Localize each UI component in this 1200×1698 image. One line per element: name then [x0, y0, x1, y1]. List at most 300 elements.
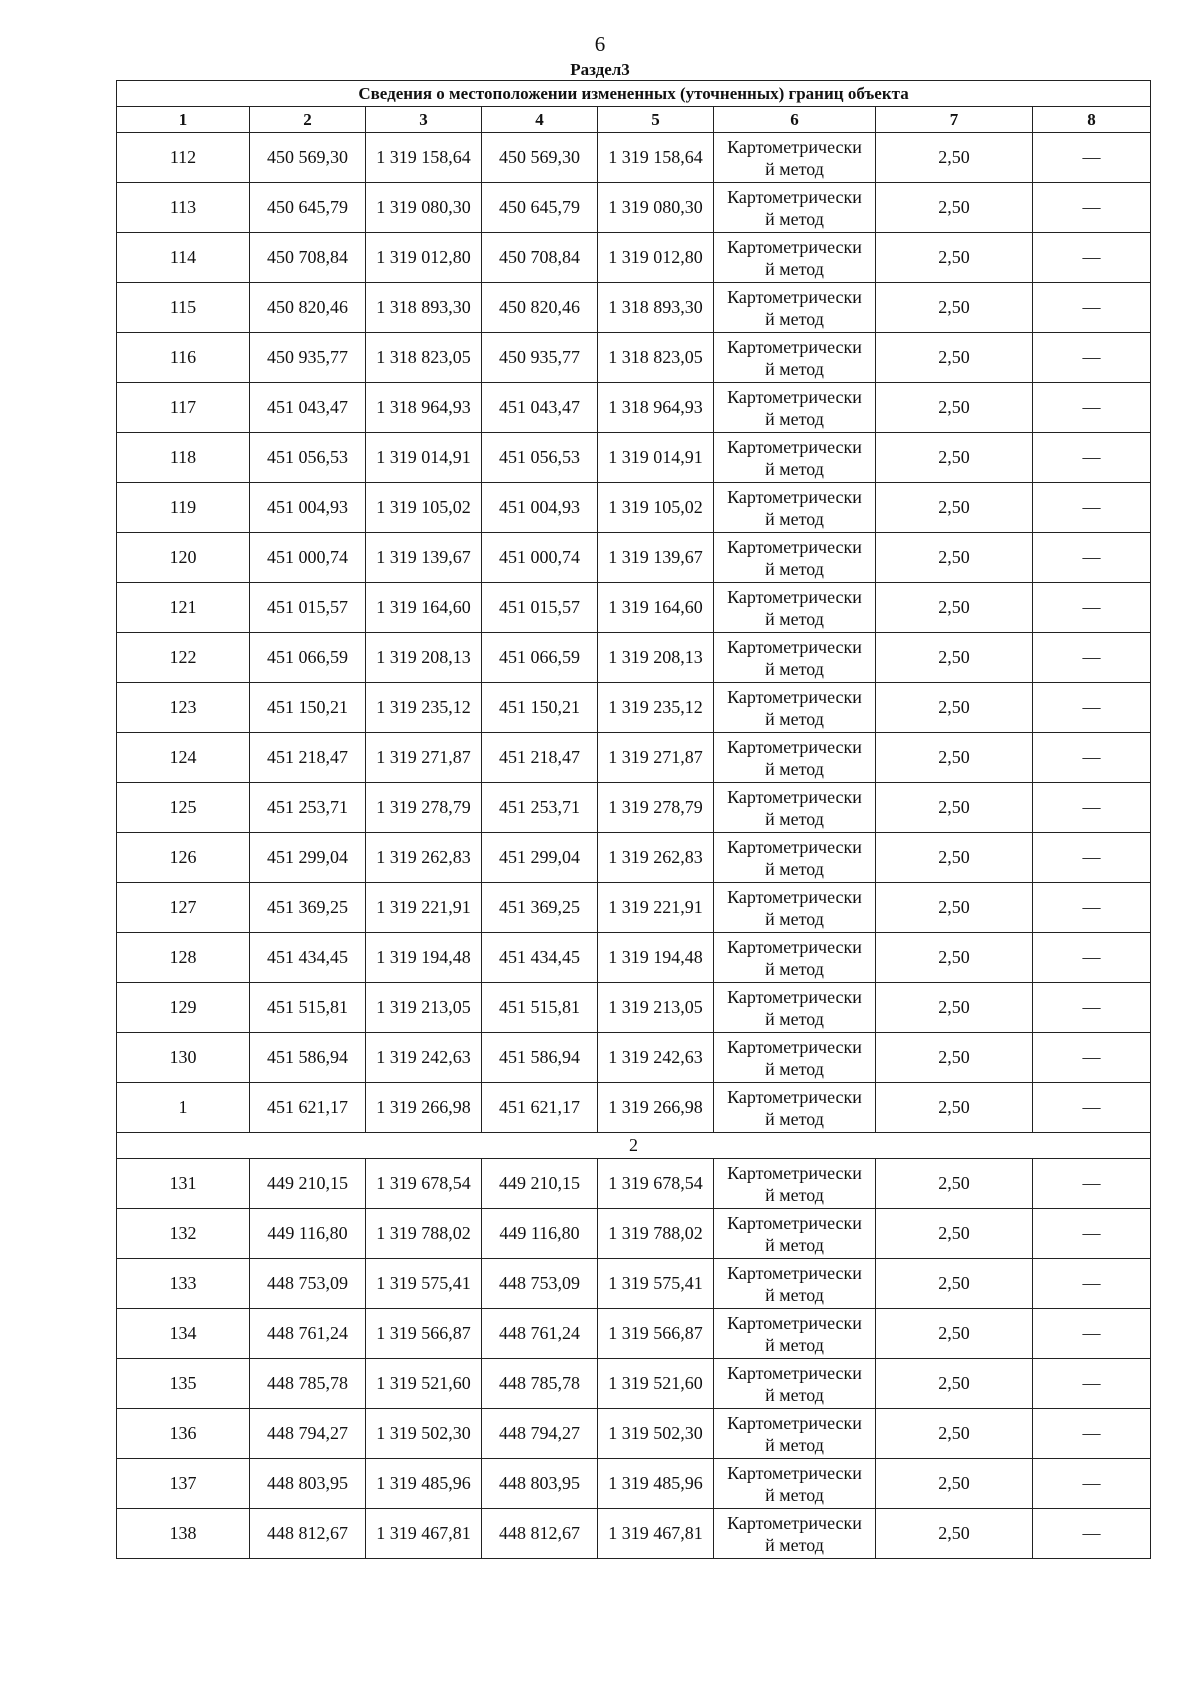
method-cell — [714, 583, 876, 633]
x-new-cell: 451 004,93 — [482, 483, 598, 533]
x-existing-cell: 449 116,80 — [250, 1209, 366, 1259]
page-number: 6 — [594, 32, 606, 56]
description-cell: — — [1033, 1359, 1151, 1409]
precision-cell: 2,50 — [876, 1409, 1033, 1459]
x-existing-cell: 448 812,67 — [250, 1509, 366, 1559]
method-text-line2: й метод — [765, 408, 824, 429]
x-new-cell: 451 056,53 — [482, 433, 598, 483]
description-cell: — — [1033, 933, 1151, 983]
method-text-line1: Картометрически — [727, 1086, 862, 1107]
y-new-cell: 1 319 164,60 — [598, 583, 714, 633]
y-existing-cell: 1 319 521,60 — [366, 1359, 482, 1409]
method-cell — [714, 133, 876, 183]
precision-cell: 2,50 — [876, 1159, 1033, 1209]
contour-group-row — [117, 1133, 1151, 1159]
point-number-cell: 138 — [117, 1509, 250, 1559]
y-new-cell: 1 318 893,30 — [598, 283, 714, 333]
description-cell: — — [1033, 1209, 1151, 1259]
method-text-line1: Картометрически — [727, 836, 862, 857]
point-number-cell: 117 — [117, 383, 250, 433]
description-cell: — — [1033, 383, 1151, 433]
point-number-cell: 124 — [117, 733, 250, 783]
x-existing-cell: 451 150,21 — [250, 683, 366, 733]
y-existing-cell: 1 319 158,64 — [366, 133, 482, 183]
point-number-cell: 1 — [117, 1083, 250, 1133]
precision-cell: 2,50 — [876, 1509, 1033, 1559]
precision-cell: 2,50 — [876, 883, 1033, 933]
method-text-line2: й метод — [765, 858, 824, 879]
y-existing-cell: 1 318 964,93 — [366, 383, 482, 433]
description-cell: — — [1033, 1309, 1151, 1359]
precision-cell: 2,50 — [876, 483, 1033, 533]
point-number-cell: 121 — [117, 583, 250, 633]
x-new-cell: 448 812,67 — [482, 1509, 598, 1559]
table-row — [117, 783, 1151, 833]
point-number-cell: 123 — [117, 683, 250, 733]
method-text-line2: й метод — [765, 258, 824, 279]
x-new-cell: 450 645,79 — [482, 183, 598, 233]
table-row — [117, 933, 1151, 983]
table-row — [117, 1359, 1151, 1409]
description-cell: — — [1033, 633, 1151, 683]
method-text-line1: Картометрически — [727, 736, 862, 757]
method-text-line1: Картометрически — [727, 286, 862, 307]
method-cell — [714, 1359, 876, 1409]
method-text-line2: й метод — [765, 758, 824, 779]
precision-cell: 2,50 — [876, 1083, 1033, 1133]
y-new-cell: 1 319 266,98 — [598, 1083, 714, 1133]
method-cell — [714, 1083, 876, 1133]
precision-cell: 2,50 — [876, 533, 1033, 583]
precision-cell: 2,50 — [876, 1309, 1033, 1359]
point-number-cell: 116 — [117, 333, 250, 383]
point-number-cell: 134 — [117, 1309, 250, 1359]
x-existing-cell: 451 621,17 — [250, 1083, 366, 1133]
y-existing-cell: 1 319 278,79 — [366, 783, 482, 833]
y-new-cell: 1 318 964,93 — [598, 383, 714, 433]
y-new-cell: 1 319 575,41 — [598, 1259, 714, 1309]
y-new-cell: 1 319 502,30 — [598, 1409, 714, 1459]
y-new-cell: 1 319 271,87 — [598, 733, 714, 783]
table-row — [117, 1509, 1151, 1559]
x-new-cell: 450 820,46 — [482, 283, 598, 333]
section-title: Раздел3 — [570, 60, 630, 79]
precision-cell: 2,50 — [876, 1459, 1033, 1509]
y-existing-cell: 1 319 235,12 — [366, 683, 482, 733]
description-cell: — — [1033, 1259, 1151, 1309]
method-text-line1: Картометрически — [727, 1162, 862, 1183]
y-existing-cell: 1 319 262,83 — [366, 833, 482, 883]
point-number-cell: 122 — [117, 633, 250, 683]
column-header: 8 — [1033, 107, 1151, 133]
x-existing-cell: 451 004,93 — [250, 483, 366, 533]
precision-cell: 2,50 — [876, 933, 1033, 983]
table-row — [117, 1409, 1151, 1459]
table-row — [117, 733, 1151, 783]
point-number-cell: 112 — [117, 133, 250, 183]
point-number-cell: 118 — [117, 433, 250, 483]
table-row — [117, 983, 1151, 1033]
x-new-cell: 451 000,74 — [482, 533, 598, 583]
y-new-cell: 1 319 139,67 — [598, 533, 714, 583]
y-new-cell: 1 319 221,91 — [598, 883, 714, 933]
method-text-line1: Картометрически — [727, 386, 862, 407]
description-cell: — — [1033, 583, 1151, 633]
precision-cell: 2,50 — [876, 683, 1033, 733]
point-number-cell: 120 — [117, 533, 250, 583]
point-number-cell: 132 — [117, 1209, 250, 1259]
precision-cell: 2,50 — [876, 1259, 1033, 1309]
table-row — [117, 1033, 1151, 1083]
y-new-cell: 1 319 012,80 — [598, 233, 714, 283]
precision-cell: 2,50 — [876, 383, 1033, 433]
x-new-cell: 451 043,47 — [482, 383, 598, 433]
precision-cell: 2,50 — [876, 1359, 1033, 1409]
column-header: 4 — [482, 107, 598, 133]
y-existing-cell: 1 318 823,05 — [366, 333, 482, 383]
column-header: 1 — [117, 107, 250, 133]
precision-cell: 2,50 — [876, 1209, 1033, 1259]
description-cell: — — [1033, 333, 1151, 383]
method-text-line1: Картометрически — [727, 586, 862, 607]
method-text-line2: й метод — [765, 308, 824, 329]
precision-cell: 2,50 — [876, 633, 1033, 683]
y-new-cell: 1 319 262,83 — [598, 833, 714, 883]
x-existing-cell: 448 753,09 — [250, 1259, 366, 1309]
table-body — [117, 133, 1151, 1559]
column-header-row — [117, 107, 1151, 133]
y-existing-cell: 1 319 105,02 — [366, 483, 482, 533]
method-text-line2: й метод — [765, 658, 824, 679]
x-new-cell: 449 116,80 — [482, 1209, 598, 1259]
column-header: 6 — [714, 107, 876, 133]
table-row — [117, 133, 1151, 183]
method-cell — [714, 283, 876, 333]
method-cell — [714, 533, 876, 583]
y-existing-cell: 1 319 485,96 — [366, 1459, 482, 1509]
description-cell: — — [1033, 433, 1151, 483]
method-cell — [714, 183, 876, 233]
x-existing-cell: 451 056,53 — [250, 433, 366, 483]
table-row — [117, 333, 1151, 383]
method-text-line2: й метод — [765, 1534, 824, 1555]
y-existing-cell: 1 319 194,48 — [366, 933, 482, 983]
column-header: 2 — [250, 107, 366, 133]
x-existing-cell: 450 935,77 — [250, 333, 366, 383]
description-cell: — — [1033, 1083, 1151, 1133]
x-new-cell: 448 803,95 — [482, 1459, 598, 1509]
method-cell — [714, 333, 876, 383]
y-existing-cell: 1 319 213,05 — [366, 983, 482, 1033]
y-existing-cell: 1 319 467,81 — [366, 1509, 482, 1559]
y-new-cell: 1 319 213,05 — [598, 983, 714, 1033]
y-existing-cell: 1 319 012,80 — [366, 233, 482, 283]
description-cell: — — [1033, 1033, 1151, 1083]
description-cell: — — [1033, 983, 1151, 1033]
method-cell — [714, 1033, 876, 1083]
precision-cell: 2,50 — [876, 733, 1033, 783]
method-text-line2: й метод — [765, 1284, 824, 1305]
x-new-cell: 451 253,71 — [482, 783, 598, 833]
x-new-cell: 448 753,09 — [482, 1259, 598, 1309]
method-cell — [714, 633, 876, 683]
method-text-line1: Картометрически — [727, 136, 862, 157]
point-number-cell: 133 — [117, 1259, 250, 1309]
method-text-line1: Картометрически — [727, 936, 862, 957]
precision-cell: 2,50 — [876, 333, 1033, 383]
table-row — [117, 1159, 1151, 1209]
method-cell — [714, 233, 876, 283]
x-existing-cell: 448 761,24 — [250, 1309, 366, 1359]
x-existing-cell: 451 066,59 — [250, 633, 366, 683]
y-existing-cell: 1 318 893,30 — [366, 283, 482, 333]
y-existing-cell: 1 319 164,60 — [366, 583, 482, 633]
method-text-line1: Картометрически — [727, 1512, 862, 1533]
method-text-line2: й метод — [765, 1234, 824, 1255]
point-number-cell: 131 — [117, 1159, 250, 1209]
description-cell: — — [1033, 133, 1151, 183]
method-cell — [714, 1459, 876, 1509]
x-existing-cell: 451 434,45 — [250, 933, 366, 983]
y-new-cell: 1 319 242,63 — [598, 1033, 714, 1083]
method-text-line1: Картометрически — [727, 1362, 862, 1383]
method-cell — [714, 733, 876, 783]
x-existing-cell: 451 253,71 — [250, 783, 366, 833]
table-row — [117, 1209, 1151, 1259]
column-header: 3 — [366, 107, 482, 133]
y-new-cell: 1 319 485,96 — [598, 1459, 714, 1509]
table-row — [117, 433, 1151, 483]
point-number-cell: 119 — [117, 483, 250, 533]
x-existing-cell: 449 210,15 — [250, 1159, 366, 1209]
description-cell: — — [1033, 733, 1151, 783]
method-cell — [714, 1509, 876, 1559]
method-cell — [714, 883, 876, 933]
precision-cell: 2,50 — [876, 133, 1033, 183]
x-existing-cell: 450 569,30 — [250, 133, 366, 183]
description-cell: — — [1033, 883, 1151, 933]
method-text-line2: й метод — [765, 908, 824, 929]
x-new-cell: 448 794,27 — [482, 1409, 598, 1459]
precision-cell: 2,50 — [876, 833, 1033, 883]
method-text-line1: Картометрически — [727, 886, 862, 907]
x-new-cell: 450 935,77 — [482, 333, 598, 383]
y-new-cell: 1 319 158,64 — [598, 133, 714, 183]
y-new-cell: 1 319 467,81 — [598, 1509, 714, 1559]
method-text-line2: й метод — [765, 158, 824, 179]
y-existing-cell: 1 319 502,30 — [366, 1409, 482, 1459]
x-new-cell: 451 621,17 — [482, 1083, 598, 1133]
y-existing-cell: 1 319 014,91 — [366, 433, 482, 483]
precision-cell: 2,50 — [876, 283, 1033, 333]
method-text-line1: Картометрически — [727, 236, 862, 257]
x-new-cell: 451 015,57 — [482, 583, 598, 633]
x-existing-cell: 451 043,47 — [250, 383, 366, 433]
point-number-cell: 135 — [117, 1359, 250, 1409]
x-new-cell: 451 066,59 — [482, 633, 598, 683]
y-new-cell: 1 319 788,02 — [598, 1209, 714, 1259]
x-existing-cell: 450 645,79 — [250, 183, 366, 233]
method-text-line1: Картометрически — [727, 1412, 862, 1433]
contour-number: 2 — [117, 1133, 1151, 1159]
y-new-cell: 1 319 521,60 — [598, 1359, 714, 1409]
x-new-cell: 450 708,84 — [482, 233, 598, 283]
y-existing-cell: 1 319 208,13 — [366, 633, 482, 683]
description-cell: — — [1033, 283, 1151, 333]
point-number-cell: 136 — [117, 1409, 250, 1459]
method-text-line2: й метод — [765, 1484, 824, 1505]
method-text-line2: й метод — [765, 1184, 824, 1205]
description-cell: — — [1033, 1409, 1151, 1459]
x-new-cell: 451 586,94 — [482, 1033, 598, 1083]
method-text-line1: Картометрически — [727, 986, 862, 1007]
table-row — [117, 1459, 1151, 1509]
x-existing-cell: 451 299,04 — [250, 833, 366, 883]
method-text-line1: Картометрически — [727, 1036, 862, 1057]
method-cell — [714, 1259, 876, 1309]
description-cell: — — [1033, 233, 1151, 283]
table-caption: Сведения о местоположении измененных (уточненных) границ объекта — [117, 81, 1151, 107]
description-cell: — — [1033, 533, 1151, 583]
x-existing-cell: 451 369,25 — [250, 883, 366, 933]
y-existing-cell: 1 319 242,63 — [366, 1033, 482, 1083]
method-cell — [714, 383, 876, 433]
x-new-cell: 448 761,24 — [482, 1309, 598, 1359]
y-existing-cell: 1 319 788,02 — [366, 1209, 482, 1259]
point-number-cell: 125 — [117, 783, 250, 833]
table-row — [117, 883, 1151, 933]
method-text-line1: Картометрически — [727, 1462, 862, 1483]
point-number-cell: 113 — [117, 183, 250, 233]
y-new-cell: 1 319 678,54 — [598, 1159, 714, 1209]
method-text-line2: й метод — [765, 1334, 824, 1355]
x-existing-cell: 448 785,78 — [250, 1359, 366, 1409]
y-existing-cell: 1 319 566,87 — [366, 1309, 482, 1359]
table-row — [117, 1259, 1151, 1309]
method-text-line1: Картометрически — [727, 636, 862, 657]
description-cell: — — [1033, 833, 1151, 883]
y-existing-cell: 1 319 080,30 — [366, 183, 482, 233]
table-row — [117, 1083, 1151, 1133]
precision-cell: 2,50 — [876, 1033, 1033, 1083]
precision-cell: 2,50 — [876, 583, 1033, 633]
method-text-line2: й метод — [765, 1108, 824, 1129]
point-number-cell: 127 — [117, 883, 250, 933]
table-row — [117, 533, 1151, 583]
precision-cell: 2,50 — [876, 433, 1033, 483]
precision-cell: 2,50 — [876, 233, 1033, 283]
method-text-line2: й метод — [765, 508, 824, 529]
method-text-line1: Картометрически — [727, 536, 862, 557]
y-new-cell: 1 319 105,02 — [598, 483, 714, 533]
x-existing-cell: 450 708,84 — [250, 233, 366, 283]
y-new-cell: 1 319 080,30 — [598, 183, 714, 233]
method-text-line2: й метод — [765, 708, 824, 729]
method-cell — [714, 1209, 876, 1259]
description-cell: — — [1033, 783, 1151, 833]
method-cell — [714, 683, 876, 733]
y-new-cell: 1 319 566,87 — [598, 1309, 714, 1359]
precision-cell: 2,50 — [876, 983, 1033, 1033]
method-text-line1: Картометрически — [727, 1212, 862, 1233]
y-new-cell: 1 319 194,48 — [598, 933, 714, 983]
point-number-cell: 130 — [117, 1033, 250, 1083]
precision-cell: 2,50 — [876, 783, 1033, 833]
method-text-line1: Картометрически — [727, 786, 862, 807]
table-row — [117, 183, 1151, 233]
method-text-line2: й метод — [765, 808, 824, 829]
method-cell — [714, 833, 876, 883]
method-text-line1: Картометрически — [727, 336, 862, 357]
method-cell — [714, 433, 876, 483]
y-existing-cell: 1 319 575,41 — [366, 1259, 482, 1309]
x-existing-cell: 448 803,95 — [250, 1459, 366, 1509]
method-text-line2: й метод — [765, 1058, 824, 1079]
method-text-line2: й метод — [765, 358, 824, 379]
y-existing-cell: 1 319 221,91 — [366, 883, 482, 933]
method-text-line2: й метод — [765, 458, 824, 479]
x-new-cell: 451 218,47 — [482, 733, 598, 783]
x-existing-cell: 451 515,81 — [250, 983, 366, 1033]
table-row — [117, 1309, 1151, 1359]
description-cell: — — [1033, 1159, 1151, 1209]
x-existing-cell: 450 820,46 — [250, 283, 366, 333]
point-number-cell: 126 — [117, 833, 250, 883]
x-existing-cell: 448 794,27 — [250, 1409, 366, 1459]
x-new-cell: 451 515,81 — [482, 983, 598, 1033]
method-cell — [714, 783, 876, 833]
table-row — [117, 283, 1151, 333]
y-existing-cell: 1 319 271,87 — [366, 733, 482, 783]
point-number-cell: 114 — [117, 233, 250, 283]
y-new-cell: 1 318 823,05 — [598, 333, 714, 383]
x-new-cell: 451 434,45 — [482, 933, 598, 983]
method-text-line1: Картометрически — [727, 1312, 862, 1333]
table-row — [117, 633, 1151, 683]
method-text-line2: й метод — [765, 1384, 824, 1405]
x-existing-cell: 451 586,94 — [250, 1033, 366, 1083]
x-new-cell: 451 150,21 — [482, 683, 598, 733]
method-text-line2: й метод — [765, 608, 824, 629]
point-number-cell: 115 — [117, 283, 250, 333]
table-row — [117, 833, 1151, 883]
method-cell — [714, 983, 876, 1033]
y-new-cell: 1 319 014,91 — [598, 433, 714, 483]
method-cell — [714, 1409, 876, 1459]
table-row — [117, 483, 1151, 533]
point-number-cell: 129 — [117, 983, 250, 1033]
method-text-line1: Картометрически — [727, 186, 862, 207]
method-text-line1: Картометрически — [727, 686, 862, 707]
description-cell: — — [1033, 683, 1151, 733]
method-text-line2: й метод — [765, 958, 824, 979]
y-new-cell: 1 319 278,79 — [598, 783, 714, 833]
method-cell — [714, 933, 876, 983]
table-row — [117, 233, 1151, 283]
x-existing-cell: 451 218,47 — [250, 733, 366, 783]
method-text-line2: й метод — [765, 208, 824, 229]
method-text-line2: й метод — [765, 558, 824, 579]
precision-cell: 2,50 — [876, 183, 1033, 233]
method-text-line2: й метод — [765, 1008, 824, 1029]
x-new-cell: 451 369,25 — [482, 883, 598, 933]
description-cell: — — [1033, 1509, 1151, 1559]
y-existing-cell: 1 319 266,98 — [366, 1083, 482, 1133]
method-cell — [714, 1309, 876, 1359]
boundary-coordinates-table — [116, 80, 1151, 1559]
method-text-line1: Картометрически — [727, 436, 862, 457]
column-header: 5 — [598, 107, 714, 133]
